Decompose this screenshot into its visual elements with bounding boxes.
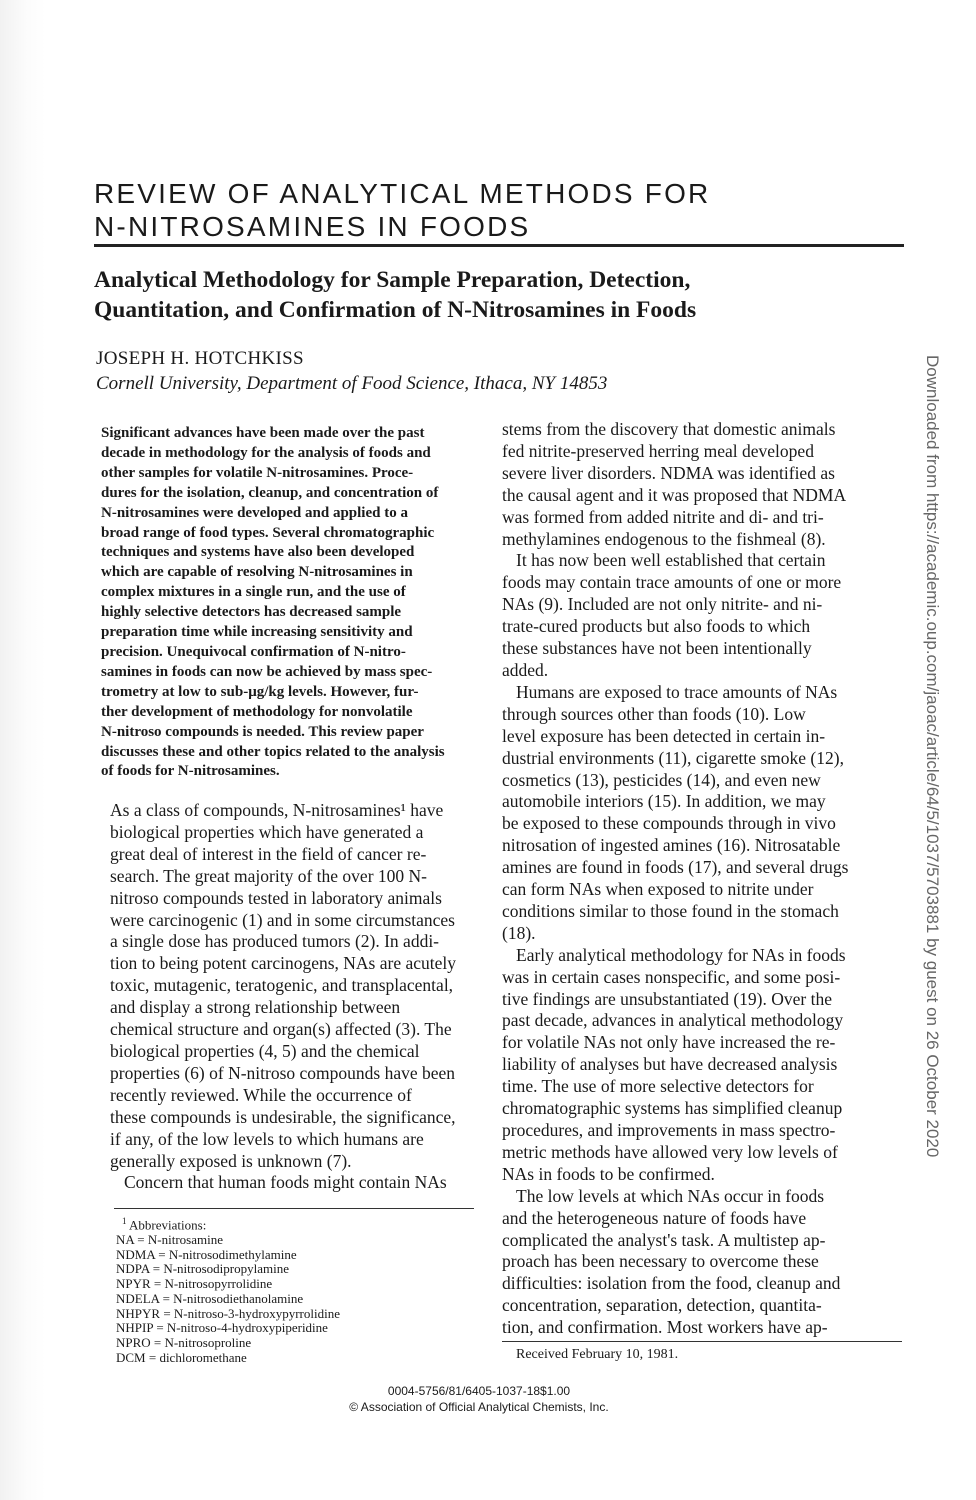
footnote-rule xyxy=(114,1208,474,1209)
text-line: can form NAs when exposed to nitrite under xyxy=(502,879,814,900)
text-line: stems from the discovery that domestic animals xyxy=(502,419,836,439)
article-title xyxy=(94,265,904,325)
footnote-marker: 1 xyxy=(122,1216,127,1226)
abstract-line: preparation time while increasing sensitivity and xyxy=(101,624,413,641)
text-line: fed nitrite-preserved herring meal developed xyxy=(502,440,814,461)
text-line: be exposed to these compounds through in vivo xyxy=(502,813,836,834)
abstract-line: precision. Unequivocal confirmation of N-nitro- xyxy=(101,643,406,660)
footnote-entry: NHPIP = N-nitroso-4-hydroxypiperidine xyxy=(116,1320,328,1336)
author-name: JOSEPH H. HOTCHKISS xyxy=(96,348,304,369)
received-rule xyxy=(502,1341,902,1342)
text-line: if any, of the low levels to which humans are xyxy=(110,1128,424,1149)
abstract-line: complex mixtures in a single run, and the use of xyxy=(101,584,406,601)
author-affiliation: Cornell University, Department of Food Science, Ithaca, NY 14853 xyxy=(96,373,608,394)
text-line: Early analytical methodology for NAs in foods xyxy=(516,944,846,965)
text-line: complicated the analyst's task. A multistep ap- xyxy=(502,1229,826,1250)
text-line: methylamines endogenous to the fishmeal (8). xyxy=(502,528,826,549)
footnote-entry: NDELA = N-nitrosodiethanolamine xyxy=(116,1290,304,1306)
text-line: concentration, separation, detection, quantita- xyxy=(502,1295,822,1316)
text-line: As a class of compounds, N-nitrosamines¹ have xyxy=(110,800,444,820)
abstract-line: techniques and systems have also been developed xyxy=(101,544,415,561)
text-line: conditions similar to those found in the stomach xyxy=(502,900,839,921)
text-line: metric methods have allowed very low levels of xyxy=(502,1141,838,1162)
footnote-entry: NPRO = N-nitrosoproline xyxy=(116,1334,252,1350)
text-line: (18). xyxy=(502,922,536,943)
text-line: a single dose has produced tumors (2). In addi- xyxy=(110,931,440,952)
body-text-right-column xyxy=(502,419,904,1339)
series-title-line: REVIEW OF ANALYTICAL METHODS FOR xyxy=(94,178,711,209)
article-title-line: Quantitation, and Confirmation of N-Nitrosamines in Foods xyxy=(94,297,697,323)
text-line: and the heterogeneous nature of foods have xyxy=(502,1207,807,1228)
abstract xyxy=(101,424,476,782)
text-line: difficulties: isolation from the food, cleanup and xyxy=(502,1273,841,1294)
text-line: and display a strong relationship between xyxy=(110,997,401,1018)
abstract-line: N-nitroso compounds is needed. This review paper xyxy=(101,723,424,740)
article-title-line: Analytical Methodology for Sample Preparation, Detection, xyxy=(94,267,691,293)
text-line: NAs (9). Included are not only nitrite- and ni- xyxy=(502,594,823,615)
issn-line: 0004-5756/81/6405-1037-18$1.00 xyxy=(387,1384,571,1398)
abstract-line: broad range of food types. Several chromatographic xyxy=(101,524,435,541)
text-line: search. The great majority of the over 100 N- xyxy=(110,865,427,886)
abstract-line: decade in methodology for the analysis of foods and xyxy=(101,444,431,461)
text-line: toxic, mutagenic, teratogenic, and transplacental, xyxy=(110,975,454,996)
footnote-list xyxy=(116,1233,474,1365)
abstract-line: discusses these and other topics related to the analysis xyxy=(101,743,445,760)
text-line: through sources other than foods (10). Low xyxy=(502,703,806,724)
footnote-entry: NDMA = N-nitrosodimethylamine xyxy=(116,1246,297,1262)
abstract-line: other samples for volatile N-nitrosamines. Proce- xyxy=(101,464,414,481)
text-line: trate-cured products but also foods to which xyxy=(502,616,811,637)
abstract-line: ther development of methodology for nonvolatile xyxy=(101,703,413,720)
abstract-line: which are capable of resolving N-nitrosamines in xyxy=(101,564,413,581)
text-line: Concern that human foods might contain NAs xyxy=(124,1172,447,1193)
series-title xyxy=(94,177,914,243)
abstract-line: trometry at low to sub-μg/kg levels. However, fur- xyxy=(101,683,419,700)
text-line: level exposure has been detected in certain in- xyxy=(502,725,826,746)
text-line: biological properties (4, 5) and the chemical xyxy=(110,1040,420,1061)
text-line: were carcinogenic (1) and in some circumstances xyxy=(110,909,455,930)
text-line: liability of analyses but have decreased analysis xyxy=(502,1054,838,1075)
title-rule xyxy=(94,244,904,247)
text-line: chemical structure and organ(s) affected (3). The xyxy=(110,1019,452,1040)
text-line: biological properties which have generated a xyxy=(110,821,424,842)
footnote-entry: NDPA = N-nitrosodipropylamine xyxy=(116,1261,289,1277)
watermark-text: Downloaded from https://academic.oup.com/jaoac/article/64/5/1037/5703881 by guest on 26 October 2020 xyxy=(923,355,942,1158)
text-line: cosmetics (13), pesticides (14), and even new xyxy=(502,769,821,790)
footnote-entry: DCM = dichloromethane xyxy=(116,1349,247,1365)
footnote-entry: NA = N-nitrosamine xyxy=(116,1232,223,1248)
body-text-left-column xyxy=(110,800,475,1194)
text-line: these substances have not been intentionally xyxy=(502,638,812,659)
abstract-line: samines in foods can now be achieved by mass spec- xyxy=(101,663,433,680)
text-line: severe liver disorders. NDMA was identified as xyxy=(502,462,835,483)
text-line: was in certain cases nonspecific, and some posi- xyxy=(502,966,841,987)
text-line: amines are found in foods (17), and several drugs xyxy=(502,857,849,878)
text-line: for volatile NAs not only have increased the re- xyxy=(502,1032,836,1053)
text-line: proach has been necessary to overcome these xyxy=(502,1251,819,1272)
series-title-line: N-NITROSAMINES IN FOODS xyxy=(94,211,531,242)
text-line: NAs in foods to be confirmed. xyxy=(502,1163,715,1184)
text-line: dustrial environments (11), cigarette smoke (12), xyxy=(502,747,844,768)
text-line: It has now been well established that certain xyxy=(516,550,826,571)
text-line: past decade, advances in analytical methodology xyxy=(502,1010,844,1031)
received-date: Received February 10, 1981. xyxy=(516,1347,679,1362)
text-line: procedures, and improvements in mass spectro- xyxy=(502,1120,836,1140)
text-line: The low levels at which NAs occur in foods xyxy=(516,1185,825,1206)
text-line: properties (6) of N-nitroso compounds have been xyxy=(110,1062,456,1083)
footnote-entry: NHPYR = N-nitroso-3-hydroxypyrrolidine xyxy=(116,1305,340,1321)
text-line: Humans are exposed to trace amounts of NAs xyxy=(516,681,838,702)
footnote-heading xyxy=(116,1214,474,1233)
copyright-line: © Association of Official Analytical Chemists, Inc. xyxy=(349,1400,609,1414)
footnote-heading-text: Abbreviations: xyxy=(129,1217,207,1233)
abstract-line: N-nitrosamines were developed and applied to a xyxy=(101,504,408,521)
text-line: great deal of interest in the field of cancer re- xyxy=(110,843,427,864)
abstract-line: highly selective detectors has decreased sample xyxy=(101,604,402,621)
text-line: nitroso compounds tested in laboratory animals xyxy=(110,887,442,908)
text-line: the causal agent and it was proposed that NDMA xyxy=(502,484,847,505)
text-line: chromatographic systems has simplified cleanup xyxy=(502,1098,843,1119)
footnotes xyxy=(116,1214,474,1365)
text-line: tion, and confirmation. Most workers have ap- xyxy=(502,1317,828,1338)
text-line: tion to being potent carcinogens, NAs are acutely xyxy=(110,953,457,974)
text-line: was formed from added nitrite and di- and tri- xyxy=(502,506,824,527)
footnote-entry: NPYR = N-nitrosopyrrolidine xyxy=(116,1276,273,1292)
abstract-line: dures for the isolation, cleanup, and concentration of xyxy=(101,484,439,501)
text-line: added. xyxy=(502,659,549,680)
text-line: generally exposed is unknown (7). xyxy=(110,1150,352,1171)
text-line: nitrosation of ingested amines (16). Nitrosatable xyxy=(502,835,841,856)
text-line: recently reviewed. While the occurrence of xyxy=(110,1084,412,1105)
text-line: foods may contain trace amounts of one or more xyxy=(502,572,842,593)
abstract-line: of foods for N-nitrosamines. xyxy=(101,763,280,780)
copyright-block xyxy=(300,1383,658,1415)
text-line: tive findings are unsubstantiated (19). Over the xyxy=(502,988,832,1009)
text-line: automobile interiors (15). In addition, we may xyxy=(502,791,826,812)
text-line: these compounds is undesirable, the significance, xyxy=(110,1106,456,1127)
abstract-line: Significant advances have been made over the past xyxy=(101,425,425,441)
text-line: time. The use of more selective detectors for xyxy=(502,1076,814,1097)
